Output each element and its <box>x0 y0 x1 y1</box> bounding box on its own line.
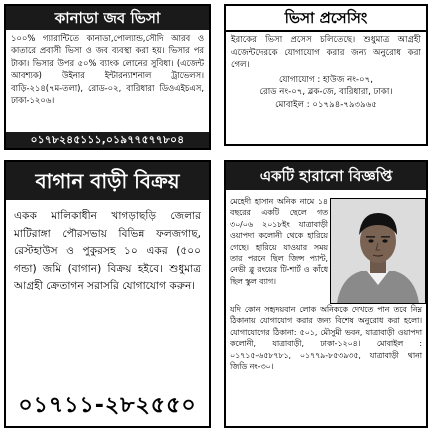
ad-contact-line: যোগাযোগ : হাউজ নং-০৭, <box>279 74 373 85</box>
ad-title: বাগান বাড়ী বিক্রয় <box>6 162 209 200</box>
ad-missing-person <box>224 160 428 428</box>
ad-garden-house-sale <box>4 160 211 428</box>
ad-body: ১০০% গ্যারান্টিতে কানাডা,পোল্যান্ড,সৌদি আরব ও কাতারে প্রবাসী ভিসা ও জব ব্যবস্থা করা হয়। ভিসার পর টাকা। ভিসার উপর ৫০% ব্যাংক লোনের সুবিধা। (এজেন্ট আবশ্যক) উইনার ইন্টারন্যাশনাল ট্রাভেলস। বাড়ি-২১৪(৭ম-তলা), রোড-০২, বারিধারা ডিওএইচএস, ঢাকা-১২০৬। <box>11 33 204 106</box>
ad-title: ভিসা প্রসেসিং <box>226 6 426 32</box>
ad-body: একক মালিকাধীন খাগড়াছড়ি জেলার মাটিরাঙ্গা পৌরসভায় বিভিন্ন ফলজগাছ, রেস্টহাউস ও পুকুরসহ ১০ একর (৫০০ গন্ডা) জমি (বাগান) বিক্রয় হইবে। শুধুমাত্র আগ্রহী ক্রেতাগন সরাসরি যোগাযোগ করুন। <box>14 210 201 293</box>
missing-person-photo <box>330 198 426 304</box>
ad-canada-job-visa <box>4 4 211 150</box>
ad-contact-line: রোড নং-০৭, ব্লক-জে, বারিধারা, ঢাকা। <box>259 87 393 98</box>
ad-phone-numbers: ০১৭৮২৪৫১১১,০১৯৭৭৫৭৭৮০৪ <box>6 132 209 148</box>
ad-visa-processing <box>224 4 428 146</box>
person-portrait-icon <box>331 199 425 303</box>
ad-description: মেহেদী হাসান অনিক নামে ১৪ বছরের একটি ছেলে গত ৩০/০৬ ২০১৮ইং যাত্রাবাড়ী ওয়াপদা কলোনী থেকে হারিয়ে গেছে। হারিয়ে যাওয়ার সময় তার পরনে ছিল জিন্স প্যান্ট, নেভী ব্লু রংয়ের টি-শার্ট ও কাঁধে ছিল স্কুল ব্যাগ। <box>230 197 328 286</box>
ad-mobile: মোবাইল : ০১৭৯৪-৭৯৩৯৬৫ <box>275 99 377 110</box>
ad-title: একটি হারানো বিজ্ঞপ্তি <box>226 162 426 190</box>
ad-phone-number: ০১৭১১-২৮২৫৫০ <box>18 393 197 418</box>
ad-title: কানাডা জব ভিসা <box>6 6 209 30</box>
ad-body: ইরাকের ভিসা প্রসেস চলিতেছে। শুধুমাত্র আগ্রহী এজেন্টদেরকে যোগাযোগ করার জন্য অনুরোধ করা গেল। <box>231 35 421 71</box>
ad-contact-details: যদি কোন সহৃদয়বান লোক অনিককে দেখতে পান তবে নিম্ন ঠিকানায় যোগাযোগ করার জন্য বিশেষ অনুরোধ করা হলো। যোগাযোগের ঠিকানা: ৫০১, মৌসুমী ভবন, যাত্রাবাড়ী ওয়াপদা কলোনী, যাত্রাবাড়ী, ঢাকা-১২০৪। মোবাইল : ০১৭১৫-৬৫৮৭৮১, ০১৭৭৯-৮৫৩৯৩৫, যাত্রাবাড়ী থানা জিডি নং-৩০। <box>230 305 422 372</box>
